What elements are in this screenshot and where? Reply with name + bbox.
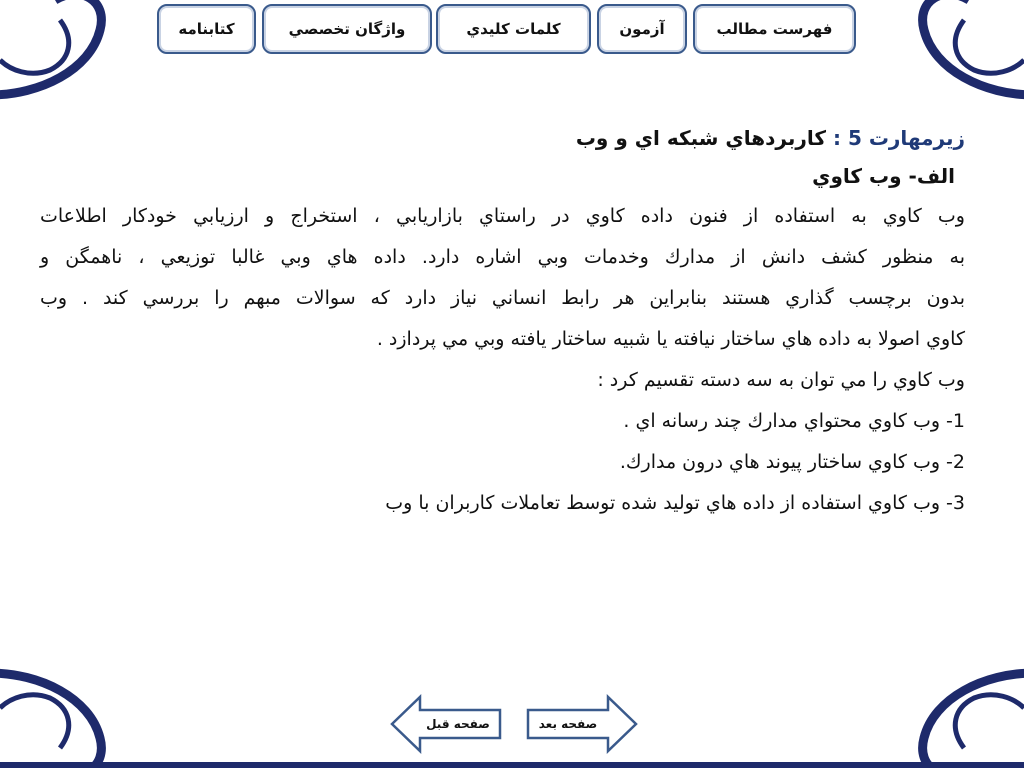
corner-ornament-bottom-right xyxy=(884,658,1024,768)
prev-page-button[interactable] xyxy=(390,694,502,754)
list-item: 3- وب كاوي استفاده از داده هاي توليد شده توسط تعاملات كاربران با وب xyxy=(385,492,965,514)
heading-prefix: زيرمهارت 5 : xyxy=(832,126,965,150)
corner-ornament-bottom-left xyxy=(0,658,140,768)
corner-ornament-top-left xyxy=(0,0,140,110)
paragraph-line: بدون برچسب گذاري هستند بنابراين هر رابط انساني نياز دارد كه سوالات مبهم را بررسي كند . وب xyxy=(40,287,965,309)
paragraph-line: وب كاوي به استفاده از فنون داده كاوي در راستاي بازاريابي ، استخراج و ارزيابي خودكار اطلاعات xyxy=(40,205,965,227)
prev-page-label: صفحه قبل xyxy=(426,717,490,731)
bottom-border xyxy=(0,762,1024,768)
lesson-content xyxy=(40,120,965,524)
paragraph-line: به منظور كشف دانش از مدارك وخدمات وبي اشاره دارد. داده هاي وبي غالبا توزيعي ، ناهمگن و xyxy=(40,246,965,268)
section-heading xyxy=(40,120,965,156)
nav-button-keywords[interactable]: كلمات كليدي xyxy=(436,4,591,54)
paragraph-line: كاوي اصولا به داده هاي ساختار نيافته يا شبيه ساختار يافته وبي مي پردازد . xyxy=(376,328,965,350)
nav-button-quiz[interactable]: آزمون xyxy=(597,4,687,54)
next-page-button[interactable] xyxy=(526,694,638,754)
nav-button-bibliography[interactable]: كتابنامه xyxy=(157,4,256,54)
corner-ornament-top-right xyxy=(884,0,1024,110)
heading-title: كاربردهاي شبكه اي و وب xyxy=(575,126,826,150)
nav-button-glossary[interactable]: واژگان تخصصي xyxy=(262,4,432,54)
list-intro: وب كاوي را مي توان به سه دسته تقسيم كرد : xyxy=(597,369,965,391)
nav-button-table-of-contents[interactable]: فهرست مطالب xyxy=(693,4,856,54)
next-page-label: صفحه بعد xyxy=(538,717,598,731)
list-item: 2- وب كاوي ساختار پيوند هاي درون مدارك. xyxy=(619,451,965,473)
list-item: 1- وب كاوي محتواي مدارك چند رسانه اي . xyxy=(623,410,965,432)
subsection-heading: الف- وب كاوي xyxy=(812,164,955,188)
